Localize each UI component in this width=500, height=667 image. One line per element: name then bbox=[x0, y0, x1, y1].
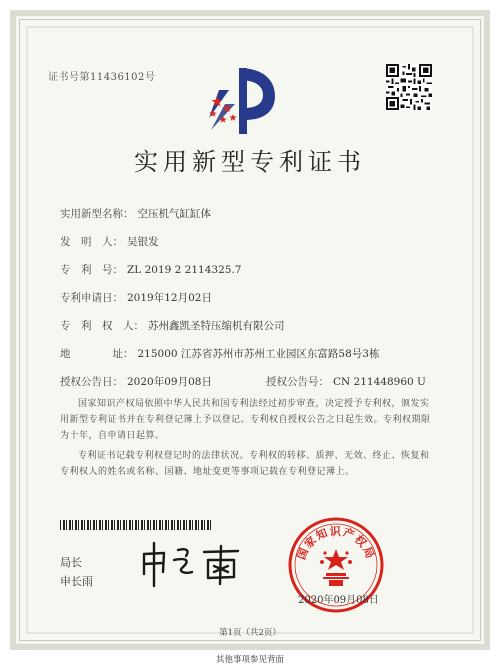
field-grant-date: 授权公告日： 2020年09月08日 bbox=[60, 376, 212, 388]
barcode-icon bbox=[60, 520, 212, 530]
field-grant-number: 授权公告号： CN 211448960 U bbox=[266, 376, 426, 388]
grant-statement-paragraph: 国家知识产权局依照中华人民共和国专利法经过初步审查，决定授予专利权，颁发实用新型专利证书并在专利登记簿上予以登记。专利权自授权公告之日起生效。专利权期限为十年，自申请日起算。 bbox=[60, 399, 431, 441]
field-inventor: 发 明 人： 吴银发 bbox=[60, 236, 159, 248]
seal-date: 2020年09月08日 bbox=[298, 595, 379, 606]
director-title: 局长 bbox=[60, 556, 82, 569]
legal-status-paragraph: 专利证书记载专利权登记时的法律状况。专利权的转移、质押、无效、终止、恢复和专利权人的姓名或名称、国籍、地址变更等事项记载在专利登记簿上。 bbox=[60, 451, 430, 477]
page-number: 第1页（共2页） bbox=[219, 628, 281, 638]
svg-text:国家知识产权局: 国家知识产权局 bbox=[294, 525, 378, 562]
field-patentee: 专 利 权 人： 苏州鑫凯圣特压缩机有限公司 bbox=[60, 320, 285, 332]
patent-office-logo-icon bbox=[205, 60, 285, 138]
director-signature-icon bbox=[138, 538, 248, 590]
certificate-title: 实用新型专利证书 bbox=[134, 148, 366, 176]
field-application-date: 专利申请日： 2019年12月02日 bbox=[60, 292, 212, 304]
director-name: 申长雨 bbox=[60, 575, 93, 588]
qr-code-icon bbox=[386, 64, 432, 110]
certificate-number: 证书号第11436102号 bbox=[48, 72, 156, 83]
field-patent-number: 专 利 号： ZL 2019 2 2114325.7 bbox=[60, 264, 242, 276]
field-address: 地 址： 215000 江苏省苏州市苏州工业园区东富路58号3栋 bbox=[60, 348, 380, 360]
footer-note: 其他事项参见背面 bbox=[215, 655, 284, 665]
field-utility-model-name: 实用新型名称： 空压机气缸缸体 bbox=[60, 208, 211, 220]
